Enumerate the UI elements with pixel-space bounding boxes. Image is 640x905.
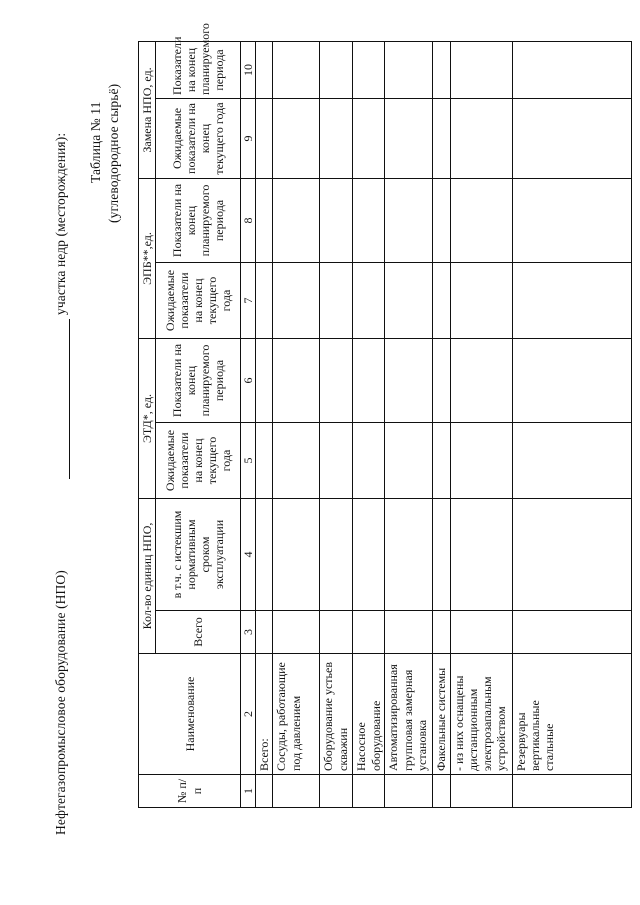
table-subtitle: (углеводородное сырьё) — [106, 83, 121, 223]
table-row — [256, 41, 273, 807]
header-name: Наименование — [139, 654, 241, 775]
equipment-table — [138, 23, 632, 808]
row-name: Факельные системы — [433, 654, 450, 775]
header-group-replacement: Замена НПО, ед. — [139, 41, 156, 178]
header-total: Всего — [156, 611, 241, 654]
row-name: Сосуды, работающие под давлением — [273, 654, 320, 775]
table-row — [450, 41, 512, 807]
column-number: 3 — [241, 611, 256, 654]
header-number: № п/п — [139, 775, 241, 808]
header-epb-expected: Ожидаемые показатели на конец текущего года — [156, 263, 241, 339]
header-etd-expected: Ожидаемые показатели на конец текущего года — [156, 423, 241, 499]
header-equipment-title: Нефтегазопромысловое оборудование (НПО) — [53, 570, 68, 835]
row-name: Всего: — [256, 654, 273, 775]
header-group-etd: ЭТД*, ед. — [139, 339, 156, 499]
table-row — [320, 41, 353, 807]
column-number: 10 — [241, 41, 256, 98]
row-name: Насосное оборудование — [353, 654, 385, 775]
table-row — [353, 41, 385, 807]
table-row — [433, 41, 450, 807]
column-number: 8 — [241, 178, 256, 262]
table-row — [512, 41, 631, 807]
row-name: Резервуары вертикальные стальные — [512, 654, 631, 775]
header-group-epb: ЭПБ**,ед. — [139, 178, 156, 338]
column-number: 9 — [241, 98, 256, 178]
row-name: - из них оснащены дистанционным электрозапальным устройством — [450, 654, 512, 775]
header-replacement-expected: Ожидаемые показатели на конец текущего года — [156, 98, 241, 178]
table-number: Таблица № 11 — [88, 101, 103, 183]
table-row — [385, 41, 433, 807]
header-field-title: участка недр (месторождения): — [53, 132, 68, 315]
row-name: Оборудование устьев скважин — [320, 654, 353, 775]
column-number: 4 — [241, 499, 256, 611]
table-row — [273, 41, 320, 807]
header-etd-planned: Показатели на конец планируемого периода — [156, 339, 241, 423]
column-number: 1 — [241, 775, 256, 808]
column-number: 5 — [241, 423, 256, 499]
header-group-count: Кол-во единиц НПО, — [139, 499, 156, 654]
column-number: 6 — [241, 339, 256, 423]
column-number: 7 — [241, 263, 256, 339]
column-number: 2 — [241, 654, 256, 775]
header-epb-planned: Показатели на конец планируемого периода — [156, 178, 241, 262]
header-expired: в т.ч. с истекшим нормативным сроком эксплуатации — [156, 499, 241, 611]
header-blank-underline — [69, 319, 70, 479]
column-numbers-row — [241, 41, 256, 807]
header-replacement-planned: Показатели на конец планируемого периода — [156, 41, 241, 98]
row-name: Автоматизированная групповая замерная установка — [385, 654, 433, 775]
